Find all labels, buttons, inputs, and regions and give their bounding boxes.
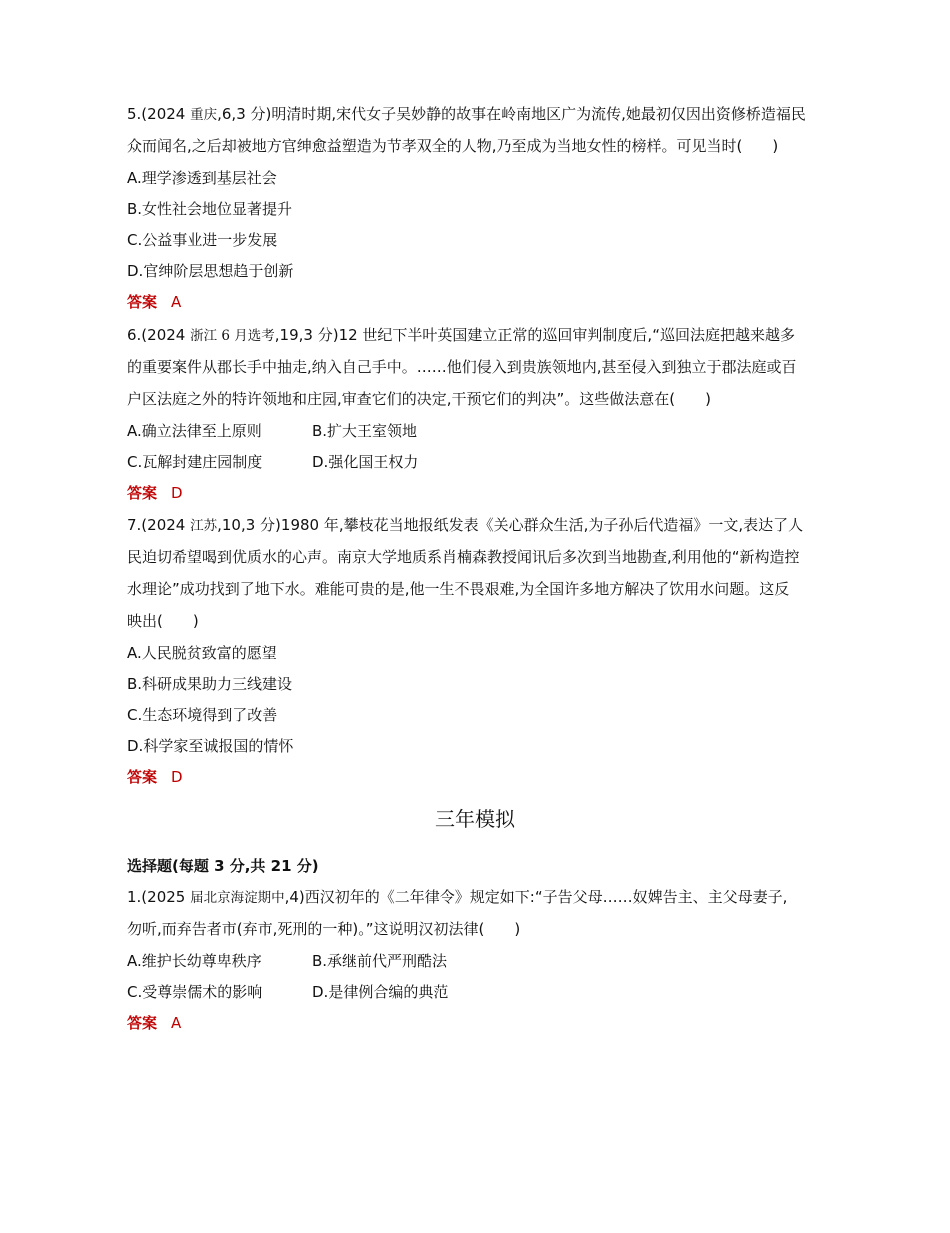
q6-answer-value: D [171,484,183,502]
q5-stem-line-2: 众而闻名,之后却被地方官绅愈益塑造为节孝双全的人物,乃至成为当地女性的榜样。可见当时( ) [127,137,779,155]
s1-option-c: C.受尊崇儒术的影响 [127,983,263,1001]
s1-stem-line-1 [127,887,787,908]
q5-option-b: B.女性社会地位显著提升 [127,200,293,218]
q6-option-d: D.强化国王权力 [312,453,419,471]
q6-stem-line-3: 户区法庭之外的特许领地和庄园,审查它们的决定,干预它们的判决”。这些做法意在( ) [127,390,712,408]
q6-options-row-1 [127,421,418,441]
q6-stem-line-2: 的重要案件从郡长手中抽走,纳入自己手中。……他们侵入到贵族领地内,甚至侵入到独立于郡法庭或百 [127,358,797,376]
q7-stem-line-1 [127,515,803,536]
s1-option-a: A.维护长幼尊卑秩序 [127,952,262,970]
s1-stem-line-2: 勿听,而弃告者市(弃市,死刑的一种)。”这说明汉初法律( ) [127,920,521,938]
section-subtitle: 选择题(每题 3 分,共 21 分) [127,857,319,875]
q7-source: 江苏 [190,518,218,534]
s1-stem-text-1: ,4)西汉初年的《二年律令》规定如下:“子告父母……奴婢告主、主父母妻子, [284,888,788,906]
q7-number: 7.(2024 [127,516,191,534]
q6-answer [127,483,183,503]
q7-stem-text-1: ,10,3 分)1980 年,攀枝花当地报纸发表《关心群众生活,为子孙后代造福》一文,表达了人 [217,516,804,534]
q5-source: 重庆 [190,107,218,123]
q6-source: 浙江 6 月选考 [190,328,275,344]
q5-number: 5.(2024 [127,105,191,123]
q5-answer-value: A [171,293,182,311]
q5-answer [127,292,181,312]
q7-option-a: A.人民脱贫致富的愿望 [127,644,277,662]
q7-option-c: C.生态环境得到了改善 [127,706,278,724]
q7-stem-line-2: 民迫切希望喝到优质水的心声。南京大学地质系肖楠森教授闻讯后多次到当地勘查,利用他的“新构造控 [127,548,800,566]
q6-option-a: A.确立法律至上原则 [127,422,262,440]
q5-stem-text-1: ,6,3 分)明清时期,宋代女子吴妙静的故事在岭南地区广为流传,她最初仅因出资修桥造福民 [217,105,806,123]
q7-option-b: B.科研成果助力三线建设 [127,675,293,693]
q6-stem-line-1 [127,325,795,346]
q6-option-b: B.扩大王室领地 [312,422,418,440]
q5-option-d: D.官绅阶层思想趋于创新 [127,262,294,280]
q5-option-a: A.理学渗透到基层社会 [127,169,277,187]
s1-answer [127,1013,181,1033]
s1-answer-label: 答案 [127,1014,158,1032]
s1-answer-value: A [171,1014,182,1032]
q7-answer [127,767,183,787]
q5-option-c: C.公益事业进一步发展 [127,231,278,249]
q6-option-c: C.瓦解封建庄园制度 [127,453,263,471]
q6-stem-text-1: ,19,3 分)12 世纪下半叶英国建立正常的巡回审判制度后,“巡回法庭把越来越多 [274,326,795,344]
q7-answer-label: 答案 [127,768,158,786]
q7-stem-line-3: 水理论”成功找到了地下水。难能可贵的是,他一生不畏艰难,为全国许多地方解决了饮用水问题。这反 [127,580,790,598]
q7-answer-value: D [171,768,183,786]
s1-options-row-2 [127,982,449,1002]
q6-options-row-2 [127,452,419,472]
q5-answer-label: 答案 [127,293,158,311]
s1-number: 1.(2025 [127,888,191,906]
s1-options-row-1 [127,951,448,971]
s1-option-d: D.是律例合编的典范 [312,983,449,1001]
s1-source: 届北京海淀期中 [190,890,285,906]
q6-answer-label: 答案 [127,484,158,502]
section-title: 三年模拟 [435,807,515,831]
q7-option-d: D.科学家至诚报国的情怀 [127,737,294,755]
s1-option-b: B.承继前代严刑酷法 [312,952,448,970]
q5-stem-line-1 [127,104,806,125]
q6-number: 6.(2024 [127,326,191,344]
q7-stem-line-4: 映出( ) [127,612,199,630]
